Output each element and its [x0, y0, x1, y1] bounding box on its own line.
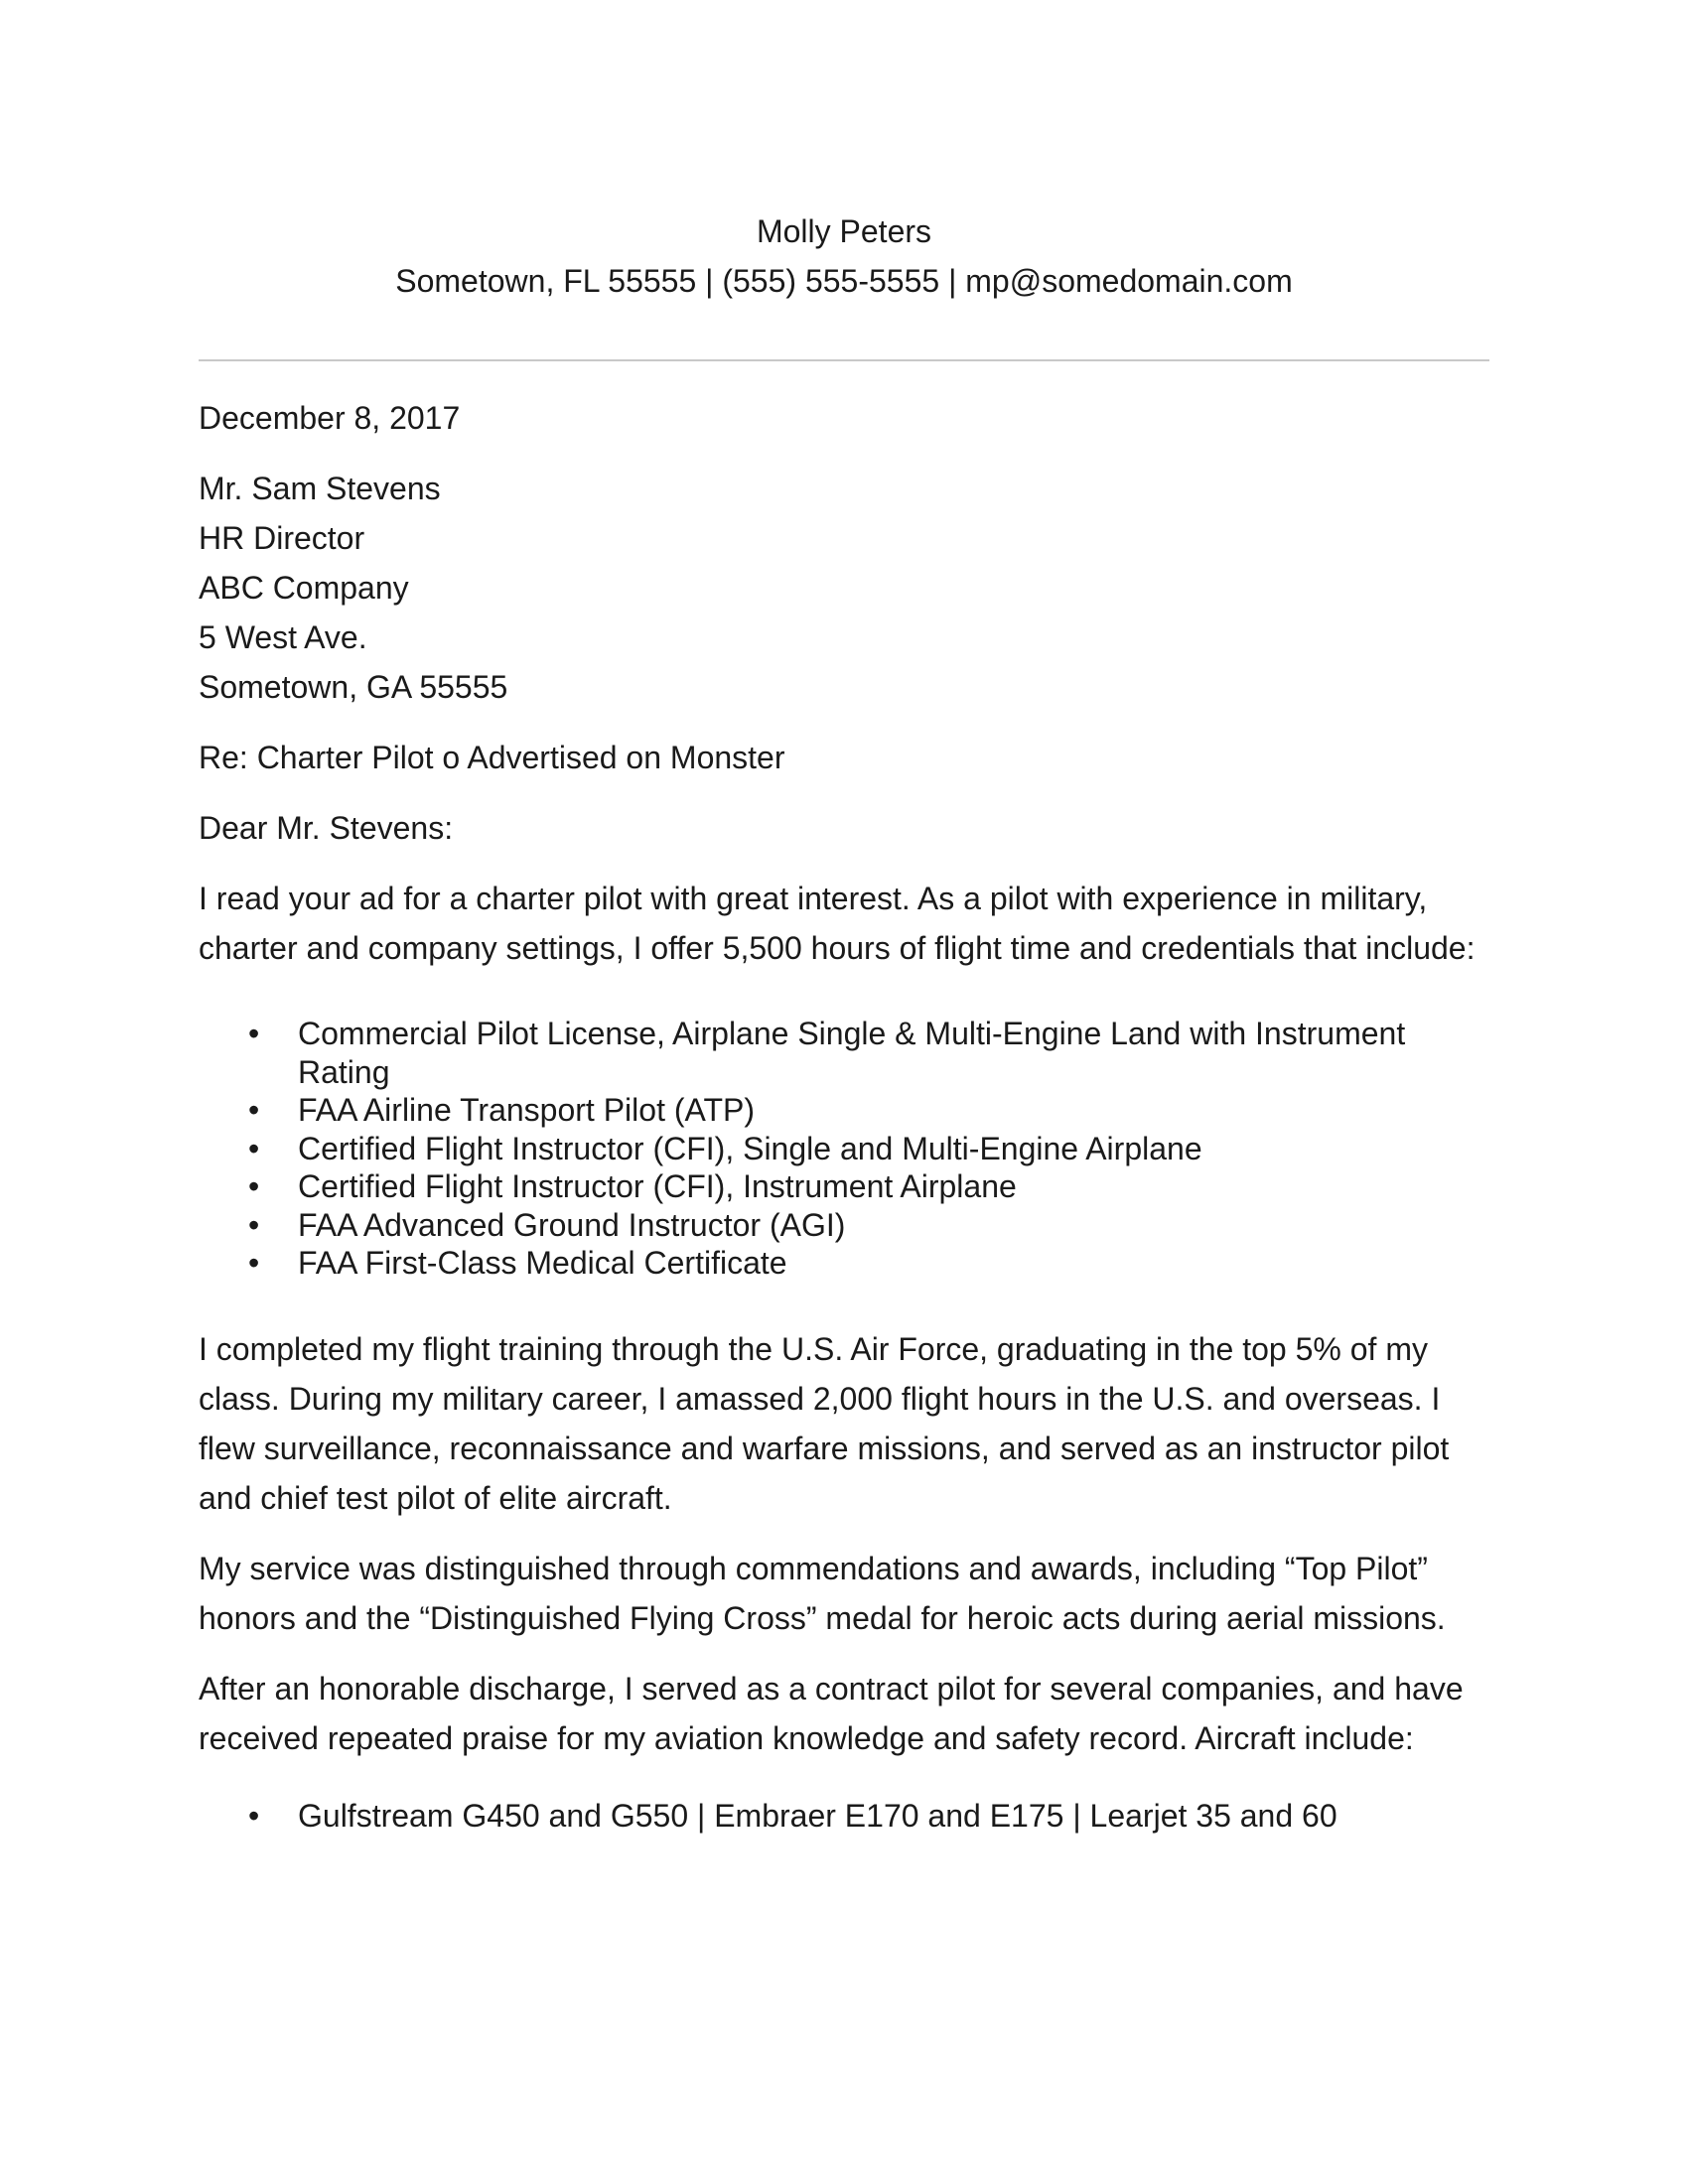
paragraph-contract: After an honorable discharge, I served as a contract pilot for several companies, and have received repeated praise for my aviation knowledge and safety record. Aircraft include: — [199, 1670, 1464, 1756]
bullet-icon: • — [248, 1206, 260, 1243]
paragraph-intro: I read your ad for a charter pilot with great interest. As a pilot with experience in military, charter and company settings, I offer 5,500 hours of flight time and credentials that include: — [199, 881, 1476, 966]
recipient-address — [199, 464, 1489, 712]
letter-date: December 8, 2017 — [199, 400, 461, 436]
bullet-icon: • — [248, 1168, 260, 1204]
recipient-title: HR Director — [199, 520, 365, 556]
bullet-icon: • — [248, 1797, 260, 1834]
sender-contact: Sometown, FL 55555 | (555) 555-5555 | mp@somedomain.com — [395, 263, 1293, 299]
list-item: • Commercial Pilot License, Airplane Single & Multi-Engine Land with Instrument Rating — [248, 1016, 1406, 1090]
list-item: • FAA Airline Transport Pilot (ATP) — [248, 1092, 756, 1128]
credentials-list — [199, 1015, 1489, 1283]
list-item: • Gulfstream G450 and G550 | Embraer E170 and E175 | Learjet 35 and 60 — [248, 1797, 1337, 1834]
list-item: • Certified Flight Instructor (CFI), Instrument Airplane — [248, 1168, 1017, 1204]
bullet-icon: • — [248, 1130, 260, 1166]
recipient-name: Mr. Sam Stevens — [199, 471, 441, 506]
aircraft-list — [199, 1797, 1489, 1836]
letterhead — [199, 206, 1489, 306]
bullet-icon: • — [248, 1245, 260, 1281]
subject-line: Re: Charter Pilot o Advertised on Monster — [199, 740, 785, 775]
recipient-company: ABC Company — [199, 570, 409, 606]
header-divider — [199, 359, 1489, 361]
recipient-city: Sometown, GA 55555 — [199, 669, 508, 705]
sender-name: Molly Peters — [756, 213, 932, 249]
bullet-icon: • — [248, 1092, 260, 1128]
list-item: • Certified Flight Instructor (CFI), Single and Multi-Engine Airplane — [248, 1130, 1202, 1166]
recipient-street: 5 West Ave. — [199, 619, 367, 655]
letter-page — [199, 0, 1489, 2184]
paragraph-awards: My service was distinguished through commendations and awards, including “Top Pilot” honors and the “Distinguished Flying Cross” medal for heroic acts during aerial missions. — [199, 1550, 1446, 1636]
bullet-icon: • — [248, 1016, 260, 1051]
paragraph-training: I completed my flight training through the U.S. Air Force, graduating in the top 5% of my class. During my military career, I amassed 2,000 flight hours in the U.S. and overseas. I flew surveillance, reconnaissance and warfare missions, and served as an instructor pilot and chief test pilot of elite aircraft. — [199, 1330, 1450, 1516]
list-item: • FAA Advanced Ground Instructor (AGI) — [248, 1206, 846, 1243]
salutation: Dear Mr. Stevens: — [199, 810, 454, 846]
letter-body — [199, 393, 1489, 1876]
list-item: • FAA First-Class Medical Certificate — [248, 1245, 787, 1281]
